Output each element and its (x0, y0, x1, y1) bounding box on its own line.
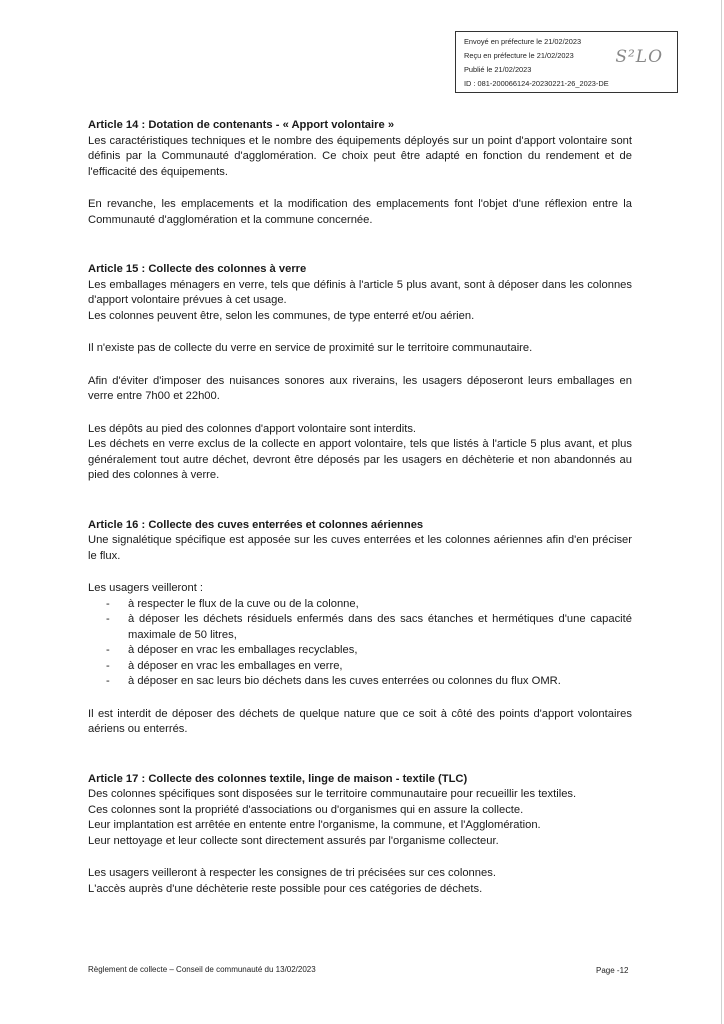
article-16 (88, 518, 632, 738)
scan-edge-line (721, 0, 722, 1024)
article-16-paragraph-2: Les usagers veilleront : (88, 582, 204, 594)
article-17-paragraph-4: Leur nettoyage et leur collecte sont directement assurés par l'organisme collecteur. (88, 834, 499, 847)
article-14 (88, 118, 632, 228)
article-17-paragraph-3: Leur implantation est arrêtée en entente entre l'organisme, la commune, et l'Agglomération. (88, 819, 541, 831)
article-17-title: Article 17 : Collecte des colonnes textile, linge de maison - textile (TLC) (88, 772, 468, 785)
document-body (88, 118, 632, 897)
list-item: - à déposer les déchets résiduels enfermés dans des sacs étanches et hermétiques d'une capacité maximale de 50 litres, (128, 612, 632, 643)
article-15 (88, 262, 632, 484)
list-item: - à déposer en sac leurs bio déchets dans les cuves enterrées ou colonnes du flux OMR. (128, 674, 632, 690)
article-15-paragraph-4: Afin d'éviter d'imposer des nuisances sonores aux riverains, les usagers déposeront leurs emballages en verre entre 7h00 et 22h00. (88, 374, 632, 402)
stamp-sent-date: Envoyé en préfecture le 21/02/2023 (464, 37, 582, 46)
list-item: - à déposer en vrac les emballages en verre, (128, 659, 632, 675)
article-17-paragraph-1: Des colonnes spécifiques sont disposées sur le territoire communautaire pour recueillir les textiles. (88, 788, 577, 800)
prefecture-stamp (455, 31, 678, 93)
article-15-title: Article 15 : Collecte des colonnes à verre (88, 263, 307, 275)
article-17-paragraph-6: L'accès auprès d'une déchèterie reste possible pour ces catégories de déchets. (88, 882, 483, 895)
article-15-paragraph-5: Les dépôts au pied des colonnes d'apport volontaire sont interdits. (88, 422, 417, 435)
article-17 (88, 772, 632, 898)
article-14-paragraph-1: Les caractéristiques techniques et le nombre des équipements déployés sur un point d'apport volontaire sont définis par la Communauté d'agglomération. Ce choix peut être adapté en fonction du rendement et de l'efficacité des équipements. (88, 134, 632, 178)
article-16-paragraph-1: Une signalétique spécifique est apposée sur les cuves enterrées et les colonnes aériennes afin d'en préciser le flux. (88, 534, 632, 562)
stamp-signature: S²LO (615, 47, 663, 67)
article-15-paragraph-6: Les déchets en verre exclus de la collecte en apport volontaire, tels que listés à l'article 5 plus avant, et plus généralement tout autre déchet, devront être déposés par les usagers en déchèterie et non abandonnés au pied des colonnes à verre. (88, 438, 632, 481)
article-17-paragraph-5: Les usagers veilleront à respecter les consignes de tri précisées sur ces colonnes. (88, 867, 496, 879)
stamp-received-date: Reçu en préfecture le 21/02/2023 (464, 51, 574, 60)
article-16-list (88, 597, 632, 690)
article-16-title: Article 16 : Collecte des cuves enterrées et colonnes aériennes (88, 518, 424, 531)
stamp-id: ID : 081-200066124-20230221-26_2023-DE (464, 79, 609, 88)
article-17-paragraph-2: Ces colonnes sont la propriété d'associations ou d'organismes qui en assure la collecte. (88, 803, 524, 816)
footer-page-number: Page -12 (596, 966, 629, 975)
article-15-paragraph-2: Les colonnes peuvent être, selon les communes, de type enterré et/ou aérien. (88, 309, 475, 322)
article-16-paragraph-3: Il est interdit de déposer des déchets de quelque nature que ce soit à côté des points d'apport volontaires aériens ou enterrés. (88, 707, 632, 735)
article-14-paragraph-2: En revanche, les emplacements et la modification des emplacements font l'objet d'une réflexion entre la Communauté d'agglomération et la commune concernée. (88, 198, 632, 226)
list-item: - à déposer en vrac les emballages recyclables, (128, 643, 632, 659)
article-15-paragraph-3: Il n'existe pas de collecte du verre en service de proximité sur le territoire communautaire. (88, 342, 533, 354)
list-item: - à respecter le flux de la cuve ou de la colonne, (128, 597, 632, 613)
stamp-published-date: Publié le 21/02/2023 (464, 65, 532, 74)
article-15-paragraph-1: Les emballages ménagers en verre, tels que définis à l'article 5 plus avant, sont à déposer dans les colonnes d'apport volontaire prévues à cet usage. (88, 278, 632, 306)
footer-document-title: Règlement de collecte – Conseil de communauté du 13/02/2023 (88, 965, 316, 974)
article-14-title: Article 14 : Dotation de contenants - « Apport volontaire » (88, 119, 395, 131)
